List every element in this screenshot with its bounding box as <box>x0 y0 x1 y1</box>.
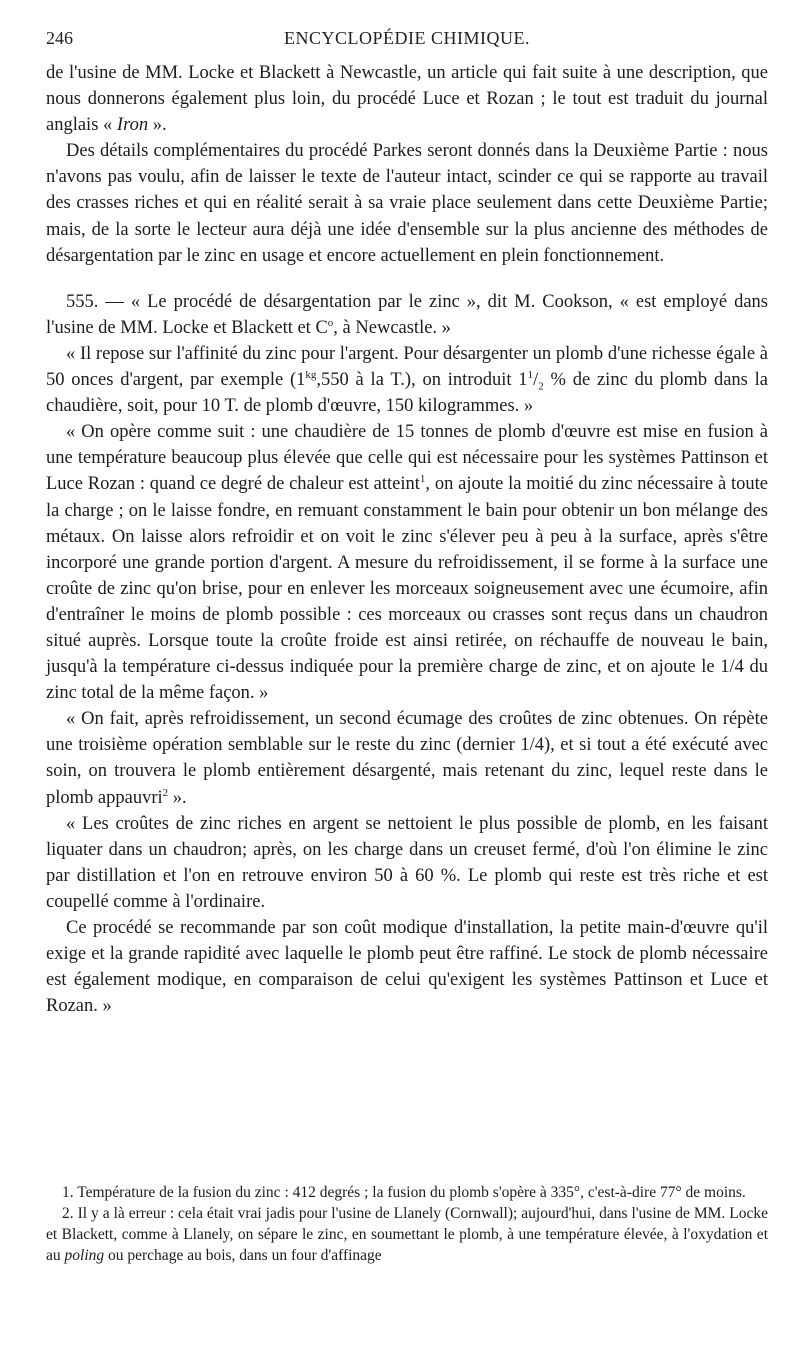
main-text <box>46 60 768 1019</box>
paragraph-zinc-crusts: « Les croûtes de zinc riches en argent se nettoient le plus possible de plomb, en les faisant liquater dans un chaudron; après, on les charge dans un creuset fermé, d'où l'on élimine le zinc par distillation et l'on en retrouve environ 50 à 60 %. Le plomb qui reste est très riche et est coupellé comme à l'ordinaire. <box>46 813 768 912</box>
footnote-2: 2. Il y a là erreur : cela était vrai jadis pour l'usine de Llanely (Cornwall); aujourd'hui, dans l'usine de MM. Locke et Blackett, comme à Llanely, on sépare le zinc, en soumettant le plomb, à une température élevée, à l'oxydation et au poling ou perchage au bois, dans un four d'affinage <box>46 1205 768 1264</box>
paragraph-operation: « On opère comme suit : une chaudière de 15 tonnes de plomb d'œuvre est mise en fusion à une température beaucoup plus élevée que celle qui est nécessaire pour les systèmes Pattinson et Luce Rozan : quand ce degré de chaleur est atteint$^1$, on ajoute la moitié du zinc nécessaire à toute la charge ; on le laisse fondre, en remuant constamment le bain pour obtenir un bon mélange des métaux. On laisse alors refroidir et on voit le zinc s'élever peu à peu à la surface, après s'être incorporé une grande portion d'argent. A mesure du refroidissement, il se forme à la surface une croûte de zinc qu'on brise, pour en enlever les morceaux soigneusement avec une écumoire, afin d'entraîner le moins de plomb possible : ces morceaux ou crasses sont reçus dans un chaudron situé auprès. Lorsque toute la croûte froide est ainsi retirée, on réchauffe de nouveau le bain, jusqu'à la température ci-dessus indiquée pour la première charge de zinc, et on ajoute le 1/4 du zinc total de la même façon. » <box>46 422 769 704</box>
paragraph-second-skimming: « On fait, après refroidissement, un second écumage des croûtes de zinc obtenues. On répète une troisième opération semblable sur le reste du zinc (dernier 1/4), et si tout a été exécuté avec soin, on trouvera le plomb entièrement désargenté, mais retenant du zinc, lequel reste dans le plomb appauvri$^2$ ». <box>46 709 768 808</box>
running-title: ENCYCLOPÉDIE CHIMIQUE. <box>284 28 530 48</box>
footnote-1: 1. Température de la fusion du zinc : 412 degrés ; la fusion du plomb s'opère à 335°, c'est-à-dire 77° de moins. <box>62 1184 746 1201</box>
paragraph-section-555: 555. — « Le procédé de désargentation par le zinc », dit M. Cookson, « est employé dans l'usine de MM. Locke et Blackett et $C^o$, à Newcastle. » <box>46 291 768 338</box>
footnote-ref-2: 2 <box>162 786 169 799</box>
paragraph-continuation: de l'usine de MM. Locke et Blackett à Newcastle, un article qui fait suite à une description, que nous donnerons également plus loin, du procédé Luce et Rozan ; le tout est traduit du journal anglais « Iron ». <box>46 63 768 136</box>
footnote-ref-1: 1 <box>419 473 426 486</box>
paragraph-zinc-affinity: « Il repose sur l'affinité du zinc pour l'argent. Pour désargenter un plomb d'une richesse égale à 50 onces d'argent, par exemple ($1^{kg},550$ à la T.), on introduit $1^1/_2$ % de zinc du plomb dans la chaudière, soit, pour 10 T. de plomb d'œuvre, 150 kilogrammes. » <box>46 343 768 417</box>
page-number: 246 <box>46 28 73 48</box>
running-header <box>46 28 768 58</box>
paragraph-process-advantages: Ce procédé se recommande par son coût modique d'installation, la petite main-d'œuvre qu'il exige et la grande rapidité avec laquelle le plomb peut être raffiné. Le stock de plomb nécessaire est également modique, en comparaison de celui qu'exigent les systèmes Pattinson et Luce et Rozan. » <box>46 918 768 1017</box>
footnotes <box>46 1182 768 1266</box>
paragraph-parkes-details: Des détails complémentaires du procédé Parkes seront donnés dans la Deuxième Partie : nous n'avons pas voulu, afin de laisser le texte de l'auteur intact, scinder ce qui se rapporte au travail des crasses riches et qui en réalité serait à sa vraie place seulement dans cette Deuxième Partie; mais, de la sorte le lecteur aura déjà une idée d'ensemble sur la plus ancienne des méthodes de désargentation par le zinc en usage et encore actuellement en plein fonctionnement. <box>46 141 768 266</box>
journal-title: Iron <box>116 115 149 136</box>
